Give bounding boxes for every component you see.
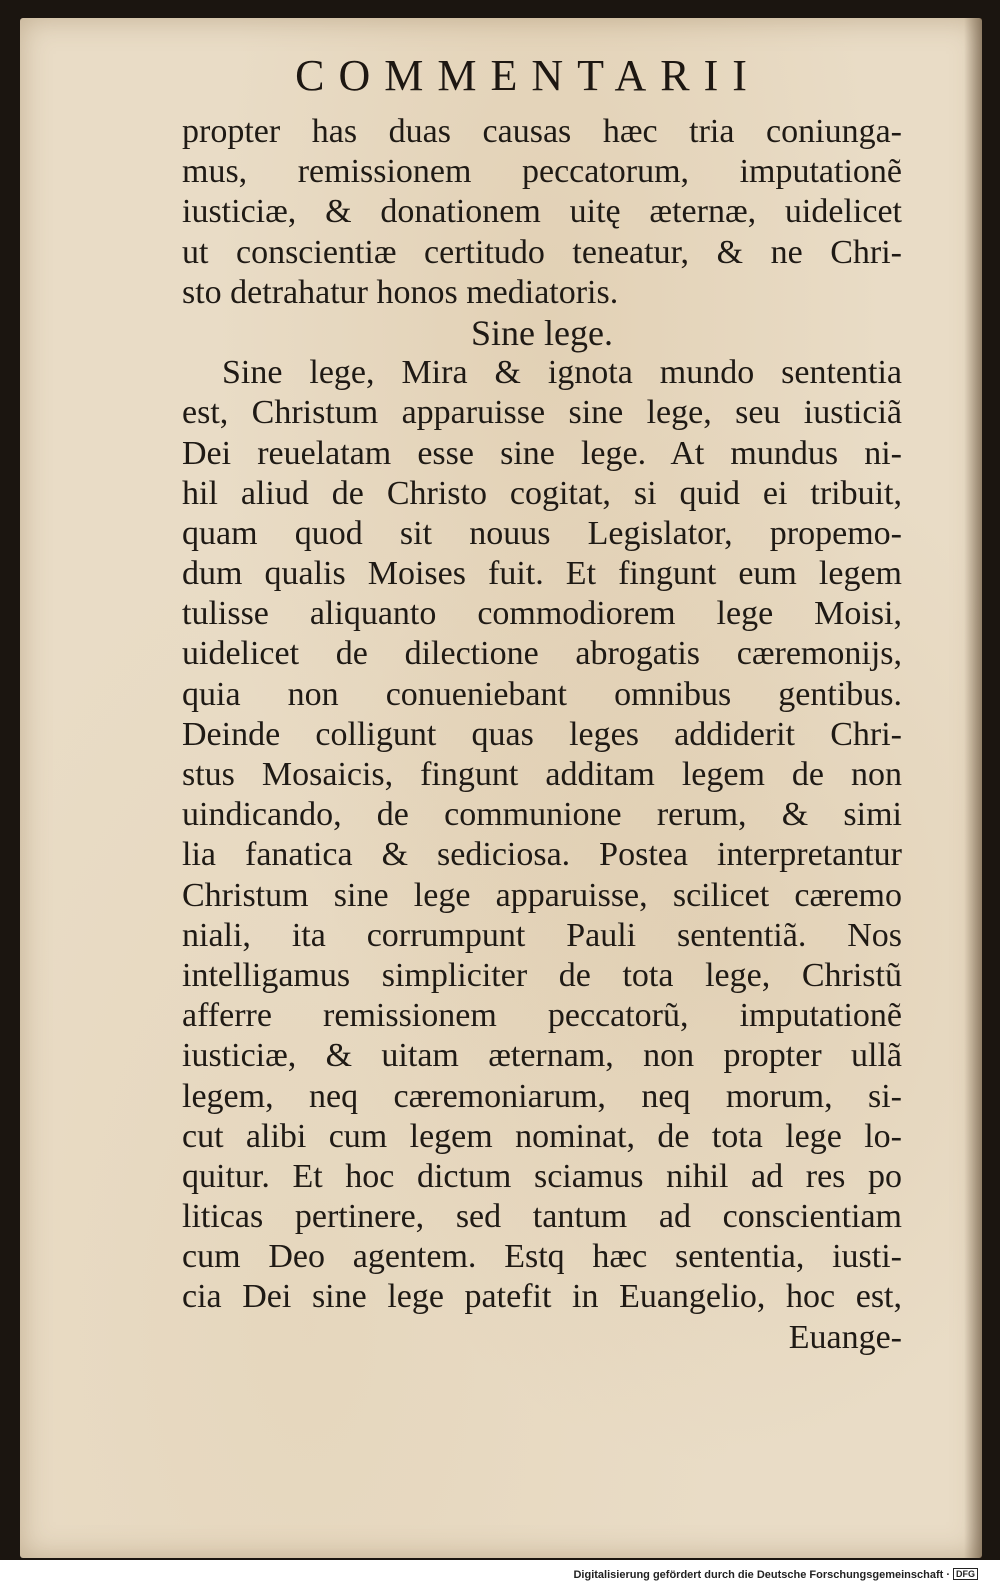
text-line: Sine lege, Mira & ignota mundo sententia	[222, 354, 902, 392]
text-line: Dei reuelatam esse sine lege. At mundus ni-	[182, 434, 902, 472]
text-line: cia Dei sine lege patefit in Euangelio, hoc est,	[182, 1278, 902, 1316]
catchword: Euange-	[788, 1318, 902, 1356]
text-line: Christum sine lege apparuisse, scilicet cæremo	[182, 876, 902, 914]
text-line: iusticiæ, & uitam æternam, non propter ullã	[182, 1037, 902, 1075]
text-line: est, Christum apparuisse sine lege, seu iusticiã	[182, 394, 902, 432]
text-line: quam quod sit nouus Legislator, propemo-	[182, 514, 902, 552]
text-line: quitur. Et hoc dictum sciamus nihil ad res po	[182, 1157, 902, 1195]
text-line: cum Deo agentem. Estq hæc sententia, iusti-	[182, 1238, 902, 1276]
text-line: hil aliud de Christo cogitat, si quid ei tribuit,	[182, 474, 902, 512]
text-line: lia fanatica & sediciosa. Postea interpretantur	[182, 836, 902, 874]
credit-text: Digitalisierung gefördert durch die Deutsche Forschungsgemeinschaft ·	[573, 1569, 950, 1581]
text-line: ut conscientiæ certitudo teneatur, & ne Chri-	[182, 233, 902, 271]
text-line: propter has duas causas hæc tria coniunga-	[182, 113, 902, 150]
text-line: dum qualis Moises fuit. Et fingunt eum legem	[182, 555, 902, 593]
text-line: stus Mosaicis, fingunt additam legem de non	[182, 756, 902, 793]
text-line: iusticiæ, & donationem uitę æternæ, uidelicet	[182, 193, 902, 231]
text-line: sto detrahatur honos mediatoris.	[182, 273, 619, 311]
text-line: tulisse aliquanto commodiorem lege Moisi,	[182, 595, 902, 633]
text-line: Deinde colligunt quas leges addiderit Chri-	[182, 715, 902, 753]
text-line: cut alibi cum legem nominat, de tota lege lo-	[182, 1117, 902, 1155]
text-line: mus, remissionem peccatorum, imputationẽ	[182, 153, 902, 191]
text-line: liticas pertinere, sed tantum ad conscientiam	[182, 1198, 902, 1236]
text-line: uidelicet de dilectione abrogatis cæremonijs,	[182, 635, 902, 673]
text-line: niali, ita corrumpunt Pauli sententiã. Nos	[182, 916, 902, 954]
digitization-credit	[573, 1568, 978, 1581]
text-line: afferre remissionem peccatorũ, imputationẽ	[182, 997, 902, 1035]
section-heading: Sine lege.	[471, 312, 613, 353]
body-text	[182, 112, 902, 1358]
text-line: legem, neq cæremoniarum, neq morum, si-	[182, 1077, 902, 1115]
running-header: COMMENTARII	[295, 51, 761, 100]
text-line: uindicando, de communione rerum, & simi	[182, 796, 902, 834]
dfg-logo: DFG	[953, 1568, 978, 1580]
text-line: quia non conueniebant omnibus gentibus.	[182, 675, 902, 713]
text-line: intelligamus simpliciter de tota lege, Christũ	[182, 956, 902, 994]
